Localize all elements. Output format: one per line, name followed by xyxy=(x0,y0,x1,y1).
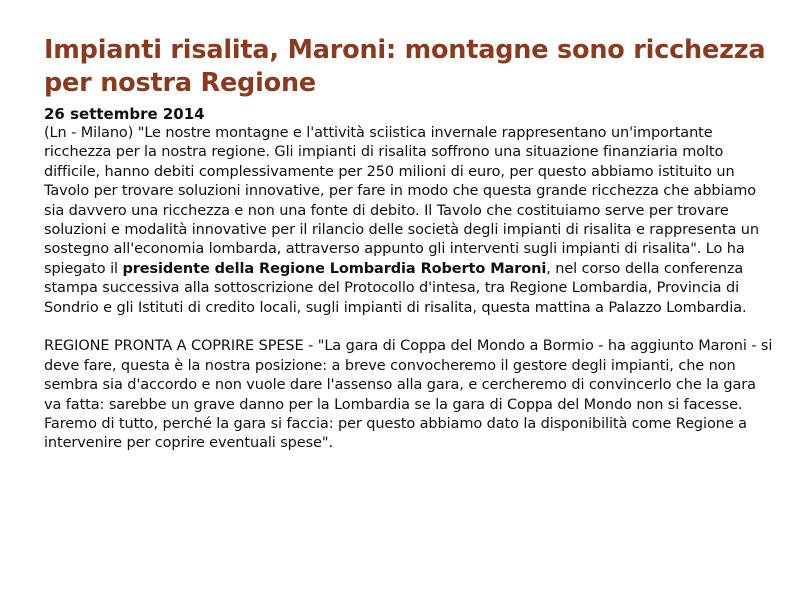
article-paragraph-2: REGIONE PRONTA A COPRIRE SPESE - "La gara di Coppa del Mondo a Bormio - ha aggiunto Maroni - si deve fare, questa è la nostra posizione: a breve convocheremo il gestore degli impianti, che non sembra sia d'accordo e non vuole dare l'assenso alla gara, e cercheremo di convincerlo che la gara va fatta: sarebbe un grave danno per la Lombardia se la gara di Coppa del Mondo non si facesse. Faremo di tutto, perché la gara si faccia: per questo abbiamo dato la disponibilità come Regione a intervenire per coprire eventuali spese". xyxy=(44,338,773,452)
paragraph-1-text-start: (Ln - Milano) "Le nostre montagne e l'attività sciistica invernale rappresentano un'importante ricchezza per la nostra regione. Gli impianti di risalita soffrono una situazione finanziaria molto difficile, hanno debiti complessivamente per 250 milioni di euro, per questo abbiamo istituito un Tavolo per trovare soluzioni innovative, per fare in modo che questa grande ricchezza che abbiamo sia davvero una ricchezza e non una fonte di debito. Il Tavolo che costituiamo serve per trovare soluzioni e modalità innovative per il rilancio delle società degli impianti di risalita e rappresenta un sostegno all'economia lombarda, attraverso appunto gli interventi sugli impianti di risalita". Lo ha spiegato il xyxy=(44,125,759,277)
news-article xyxy=(44,34,774,454)
article-title: Impianti risalita, Maroni: montagne sono ricchezza per nostra Regione xyxy=(44,35,766,98)
paragraph-1-text-end: , nel corso della conferenza stampa successiva alla sottoscrizione del Protocollo d'intesa, tra Regione Lombardia, Provincia di Sondrio e gli Istituti di credito locali, sugli impianti di risalita, questa mattina a Palazzo Lombardia. xyxy=(44,260,747,316)
article-paragraph-1 xyxy=(44,124,774,318)
paragraph-1-bold-text: presidente della Regione Lombardia Roberto Maroni xyxy=(122,260,547,277)
article-date: 26 settembre 2014 xyxy=(44,105,205,123)
